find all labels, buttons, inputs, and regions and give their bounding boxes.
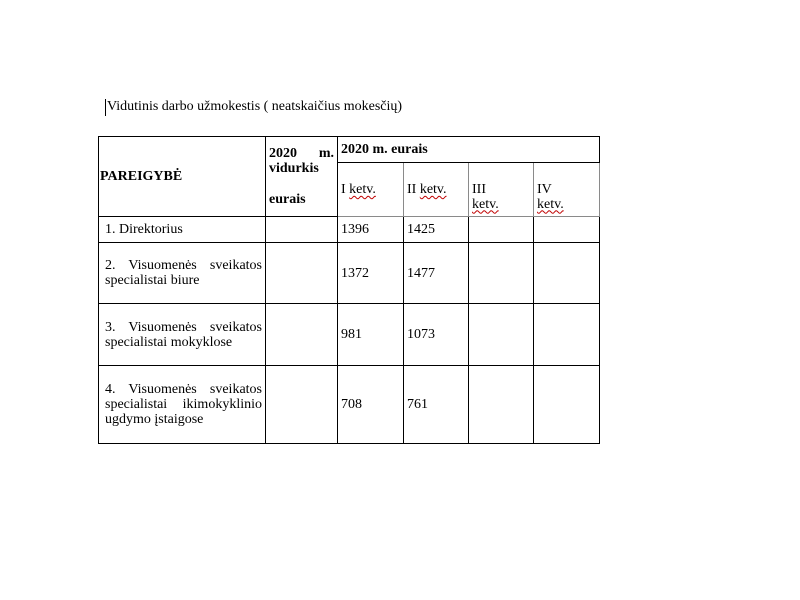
q3-cell (469, 217, 534, 243)
position-cell: 4. Visuomenės sveikatos specialistai ikimokyklinio ugdymo įstaigose (99, 366, 266, 444)
q1-cell: 1372 (338, 243, 404, 304)
q4-cell (534, 217, 600, 243)
quarter-header-2: II ketv. (404, 163, 469, 217)
quarters-group-header: 2020 m. eurais (338, 137, 600, 163)
position-header: PAREIGYBĖ (99, 137, 266, 217)
document-title: Vidutinis darbo užmokestis ( neatskaičius mokesčių) (107, 99, 403, 114)
q4-cell (534, 304, 600, 366)
q3-cell (469, 304, 534, 366)
position-cell: 2. Visuomenės sveikatos specialistai biure (99, 243, 266, 304)
q1-cell: 981 (338, 304, 404, 366)
q4-cell (534, 243, 600, 304)
table-row (99, 304, 600, 366)
salary-table (98, 136, 600, 444)
table-row (99, 243, 600, 304)
average-cell (266, 366, 338, 444)
table-row (99, 217, 600, 243)
q2-cell: 1073 (404, 304, 469, 366)
q1-cell: 708 (338, 366, 404, 444)
q2-cell: 1477 (404, 243, 469, 304)
q2-cell: 1425 (404, 217, 469, 243)
quarter-header-4: IV ketv. (534, 163, 600, 217)
average-cell (266, 243, 338, 304)
q3-cell (469, 366, 534, 444)
quarter-header-3: III ketv. (469, 163, 534, 217)
q3-cell (469, 243, 534, 304)
position-cell: 1. Direktorius (99, 217, 266, 243)
text-cursor (105, 99, 106, 116)
q1-cell: 1396 (338, 217, 404, 243)
average-header: 2020 m. vidurkis eurais (266, 137, 338, 217)
header-row (99, 137, 600, 163)
quarter-header-1: I ketv. (338, 163, 404, 217)
average-cell (266, 304, 338, 366)
average-cell (266, 217, 338, 243)
position-cell: 3. Visuomenės sveikatos specialistai mokyklose (99, 304, 266, 366)
q2-cell: 761 (404, 366, 469, 444)
table-row (99, 366, 600, 444)
q4-cell (534, 366, 600, 444)
